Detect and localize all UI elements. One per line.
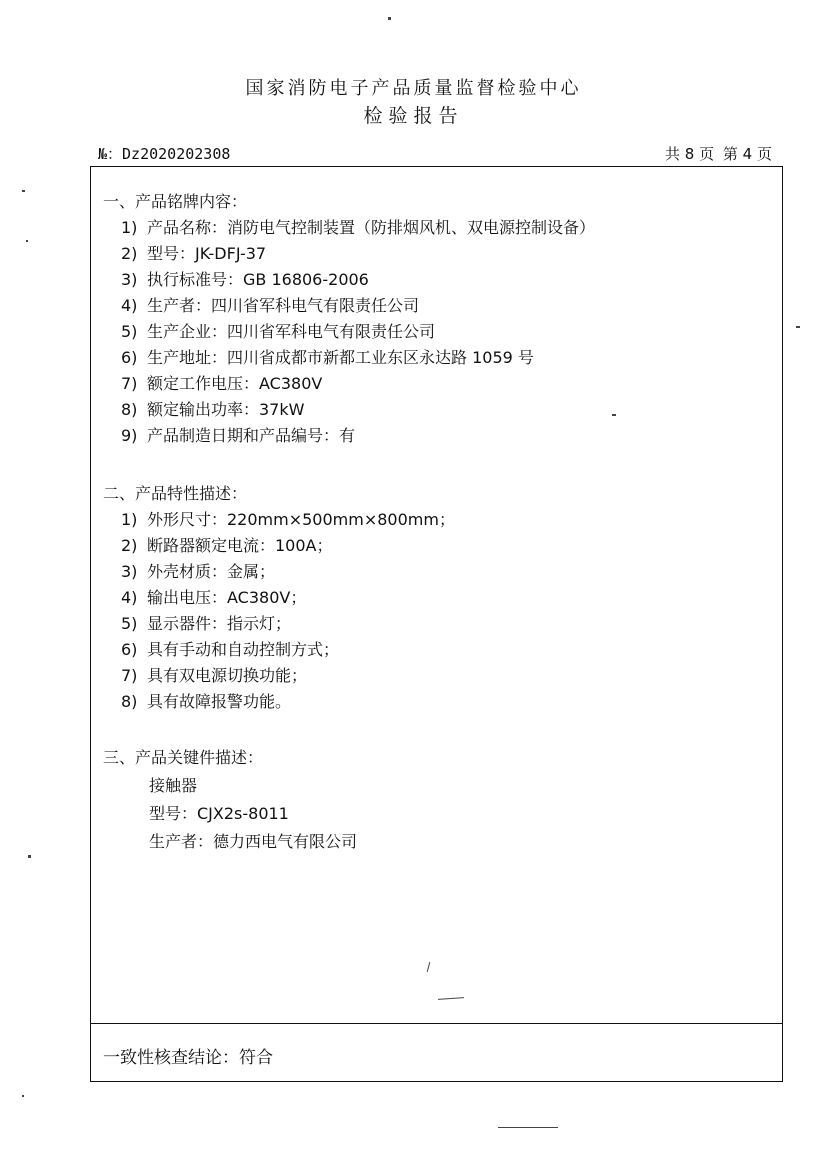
list-item: 7) 额定工作电压：AC380V xyxy=(121,374,323,393)
scan-speck xyxy=(22,1095,24,1097)
section3-title: 三、产品关键件描述： xyxy=(103,748,264,767)
scan-speck xyxy=(22,190,25,192)
list-item: 9) 产品制造日期和产品编号：有 xyxy=(121,426,356,445)
list-item: 6) 生产地址：四川省成都市新都工业东区永达路 1059 号 xyxy=(121,348,534,367)
scan-speck xyxy=(26,240,28,242)
list-item: 6) 具有手动和自动控制方式； xyxy=(121,640,340,659)
component-maker: 生产者：德力西电气有限公司 xyxy=(149,832,358,851)
report-title: 检验报告 xyxy=(363,105,464,127)
list-item: 3) 执行标准号：GB 16806-2006 xyxy=(121,270,369,289)
list-item: 5) 生产企业：四川省军科电气有限责任公司 xyxy=(121,322,436,341)
list-item: 2) 型号：JK-DFJ-37 xyxy=(121,244,267,263)
scan-speck xyxy=(498,1127,558,1128)
list-item: 4) 生产者：四川省军科电气有限责任公司 xyxy=(121,296,420,315)
list-item: 5) 显示器件：指示灯； xyxy=(121,614,292,633)
section2-title: 二、产品特性描述： xyxy=(103,484,248,503)
list-item: 2) 断路器额定电流：100A； xyxy=(121,536,333,555)
total-pages: 共 8 页 xyxy=(665,145,715,163)
list-item: 7) 具有双电源切换功能； xyxy=(121,666,308,685)
section1-title: 一、产品铭牌内容： xyxy=(103,192,248,211)
scan-speck xyxy=(388,17,391,20)
list-item: 3) 外壳材质：金属； xyxy=(121,562,276,581)
scan-speck xyxy=(796,326,800,328)
report-number: №：Dz2020202308 xyxy=(98,145,231,163)
list-item: 8) 额定输出功率：37kW xyxy=(121,400,305,419)
org-name: 国家消防电子产品质量监督检验中心 xyxy=(245,78,582,99)
component-model: 型号：CJX2s-8011 xyxy=(149,804,289,823)
scan-speck xyxy=(612,414,616,416)
list-item: 4) 输出电压：AC380V； xyxy=(121,588,307,607)
conclusion: 一致性核查结论：符合 xyxy=(103,1048,273,1068)
list-item: 1) 外形尺寸：220mm×500mm×800mm； xyxy=(121,510,455,529)
report-frame xyxy=(90,166,783,1082)
current-page: 第 4 页 xyxy=(722,145,772,163)
component-name: 接触器 xyxy=(149,776,198,795)
page-info xyxy=(661,143,772,164)
section-divider xyxy=(91,1023,782,1024)
scan-speck xyxy=(28,855,31,858)
list-item: 1) 产品名称：消防电气控制装置（防排烟风机、双电源控制设备） xyxy=(121,218,596,237)
list-item: 8) 具有故障报警功能。 xyxy=(121,692,292,711)
